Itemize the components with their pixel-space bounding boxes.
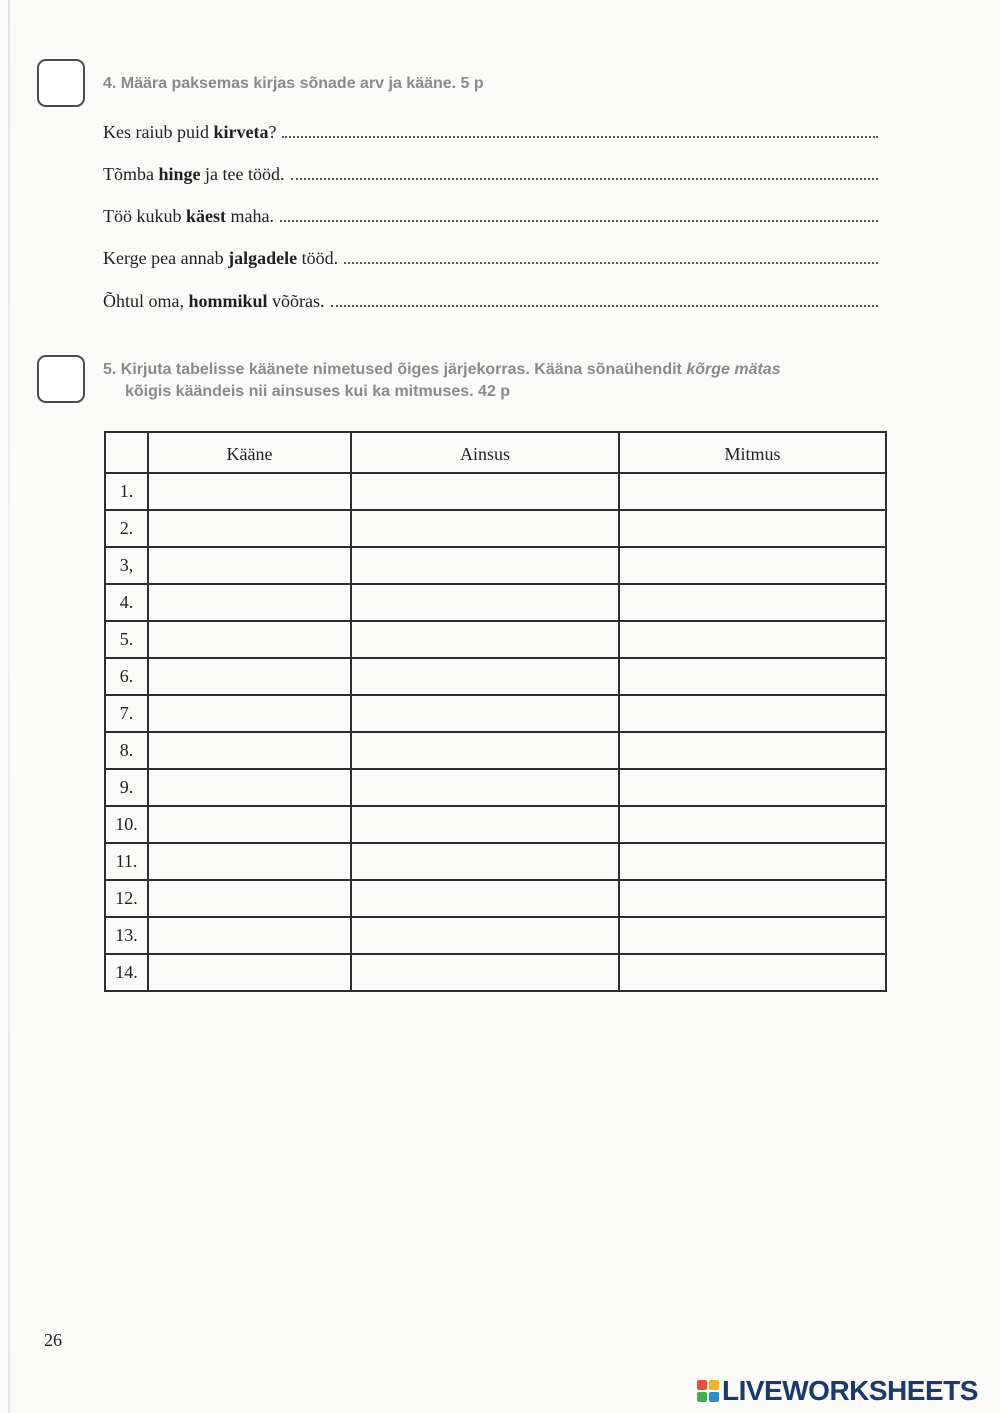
- sentence-text-after: võõras.: [267, 291, 325, 311]
- kaane-cell[interactable]: [148, 806, 351, 843]
- row-number: 11.: [105, 843, 148, 880]
- header-number: [105, 432, 148, 473]
- row-number: 4.: [105, 584, 148, 621]
- ainsus-cell[interactable]: [351, 473, 619, 510]
- mitmus-cell[interactable]: [619, 769, 886, 806]
- table-row: [105, 658, 886, 695]
- answer-line[interactable]: [344, 262, 878, 264]
- sentence-bold-word: hinge: [158, 164, 201, 184]
- sentence-text-before: Õhtul oma,: [103, 291, 189, 311]
- task5-title-text-line2: kõigis käändeis nii ainsuses kui ka mitmuses. 42 p: [125, 383, 511, 400]
- answer-line[interactable]: [280, 220, 878, 222]
- liveworksheets-logo: [697, 1376, 978, 1406]
- answer-line[interactable]: [331, 305, 878, 307]
- mitmus-cell[interactable]: [619, 547, 886, 584]
- row-number: 13.: [105, 917, 148, 954]
- row-number: 2.: [105, 510, 148, 547]
- ainsus-cell[interactable]: [351, 695, 619, 732]
- kaane-cell[interactable]: [148, 584, 351, 621]
- task5-title-text: 5. Kirjuta tabelisse käänete nimetused õiges järjekorras. Käänа sõnaühendit: [103, 361, 687, 378]
- table-row: [105, 769, 886, 806]
- kaane-cell[interactable]: [148, 843, 351, 880]
- kaane-cell[interactable]: [148, 510, 351, 547]
- kaane-cell[interactable]: [148, 732, 351, 769]
- task4-sentence: [103, 243, 878, 269]
- answer-line[interactable]: [282, 136, 878, 138]
- ainsus-cell[interactable]: [351, 547, 619, 584]
- table-row: [105, 917, 886, 954]
- mitmus-cell[interactable]: [619, 695, 886, 732]
- table-row: [105, 547, 886, 584]
- page-number: 26: [44, 1330, 62, 1350]
- ainsus-cell[interactable]: [351, 880, 619, 917]
- logo-square-red: [697, 1380, 707, 1390]
- kaane-cell[interactable]: [148, 769, 351, 806]
- sentence-text: [103, 248, 338, 269]
- row-number: 12.: [105, 880, 148, 917]
- sentence-bold-word: kirveta: [213, 122, 269, 142]
- mitmus-cell[interactable]: [619, 880, 886, 917]
- scan-edge: [8, 0, 10, 1413]
- sentence-bold-word: hommikul: [188, 291, 268, 311]
- row-number: 10.: [105, 806, 148, 843]
- sentence-text-after: ja tee tööd.: [200, 164, 285, 184]
- table-row: [105, 880, 886, 917]
- sentence-bold-word: jalgadele: [228, 248, 298, 268]
- table-row: [105, 806, 886, 843]
- mitmus-cell[interactable]: [619, 584, 886, 621]
- table-row: [105, 695, 886, 732]
- task4-sentence: [103, 286, 878, 312]
- ainsus-cell[interactable]: [351, 621, 619, 658]
- answer-line[interactable]: [291, 178, 879, 180]
- header-mitmus: Mitmus: [619, 432, 886, 473]
- task5-title-phrase: kõrge mätas: [686, 361, 781, 378]
- row-number: 5.: [105, 621, 148, 658]
- header-ainsus: Ainsus: [351, 432, 619, 473]
- ainsus-cell[interactable]: [351, 769, 619, 806]
- mitmus-cell[interactable]: [619, 917, 886, 954]
- mitmus-cell[interactable]: [619, 621, 886, 658]
- kaane-cell[interactable]: [148, 880, 351, 917]
- mitmus-cell[interactable]: [619, 843, 886, 880]
- sentence-text-after: ?: [268, 122, 277, 142]
- sentence-text-before: Töö kukub: [103, 206, 186, 226]
- logo-square-green: [697, 1392, 707, 1402]
- mitmus-cell[interactable]: [619, 658, 886, 695]
- ainsus-cell[interactable]: [351, 732, 619, 769]
- sentence-text: [103, 122, 276, 143]
- mitmus-cell[interactable]: [619, 473, 886, 510]
- task4-sentence: [103, 201, 878, 227]
- liveworksheets-logo-icon: [697, 1380, 719, 1402]
- ainsus-cell[interactable]: [351, 658, 619, 695]
- row-number: 8.: [105, 732, 148, 769]
- row-number: 14.: [105, 954, 148, 991]
- kaane-cell[interactable]: [148, 621, 351, 658]
- kaane-cell[interactable]: [148, 954, 351, 991]
- sentence-bold-word: käest: [186, 206, 226, 226]
- sentence-text-before: Kerge pea annab: [103, 248, 229, 268]
- mitmus-cell[interactable]: [619, 954, 886, 991]
- table-row: [105, 584, 886, 621]
- table-row: [105, 621, 886, 658]
- ainsus-cell[interactable]: [351, 584, 619, 621]
- mitmus-cell[interactable]: [619, 732, 886, 769]
- mitmus-cell[interactable]: [619, 806, 886, 843]
- sentence-text-before: Tõmba: [103, 164, 159, 184]
- task4-score-box[interactable]: [37, 59, 85, 107]
- ainsus-cell[interactable]: [351, 843, 619, 880]
- kaane-cell[interactable]: [148, 658, 351, 695]
- logo-square-yellow: [709, 1380, 719, 1390]
- row-number: 9.: [105, 769, 148, 806]
- table-row: [105, 510, 886, 547]
- table-row: [105, 954, 886, 991]
- ainsus-cell[interactable]: [351, 954, 619, 991]
- row-number: 3,: [105, 547, 148, 584]
- sentence-text-after: tööd.: [297, 248, 339, 268]
- ainsus-cell[interactable]: [351, 917, 619, 954]
- logo-square-blue: [709, 1392, 719, 1402]
- row-number: 7.: [105, 695, 148, 732]
- table-row: [105, 843, 886, 880]
- sentence-text: [103, 291, 325, 312]
- ainsus-cell[interactable]: [351, 510, 619, 547]
- task5-title: [103, 359, 893, 403]
- row-number: 1.: [105, 473, 148, 510]
- sentence-text: [103, 164, 285, 185]
- task4-sentence: [103, 159, 878, 185]
- table-header-row: [105, 432, 886, 473]
- task4-title: 4. Määra paksemas kirjas sõnade arv ja kääne. 5 p: [103, 75, 484, 92]
- sentence-text-after: maha.: [226, 206, 274, 226]
- liveworksheets-logo-text: LIVEWORKSHEETS: [722, 1375, 978, 1406]
- ainsus-cell[interactable]: [351, 806, 619, 843]
- header-kaane: Kääne: [148, 432, 351, 473]
- kaane-cell[interactable]: [148, 547, 351, 584]
- table-row: [105, 473, 886, 510]
- task4-sentence: [103, 117, 878, 143]
- kaane-cell[interactable]: [148, 695, 351, 732]
- row-number: 6.: [105, 658, 148, 695]
- cases-table: [104, 431, 887, 992]
- kaane-cell[interactable]: [148, 917, 351, 954]
- kaane-cell[interactable]: [148, 473, 351, 510]
- sentence-text-before: Kes raiub puid: [103, 122, 214, 142]
- task5-score-box[interactable]: [37, 355, 85, 403]
- table-row: [105, 732, 886, 769]
- sentence-text: [103, 206, 274, 227]
- mitmus-cell[interactable]: [619, 510, 886, 547]
